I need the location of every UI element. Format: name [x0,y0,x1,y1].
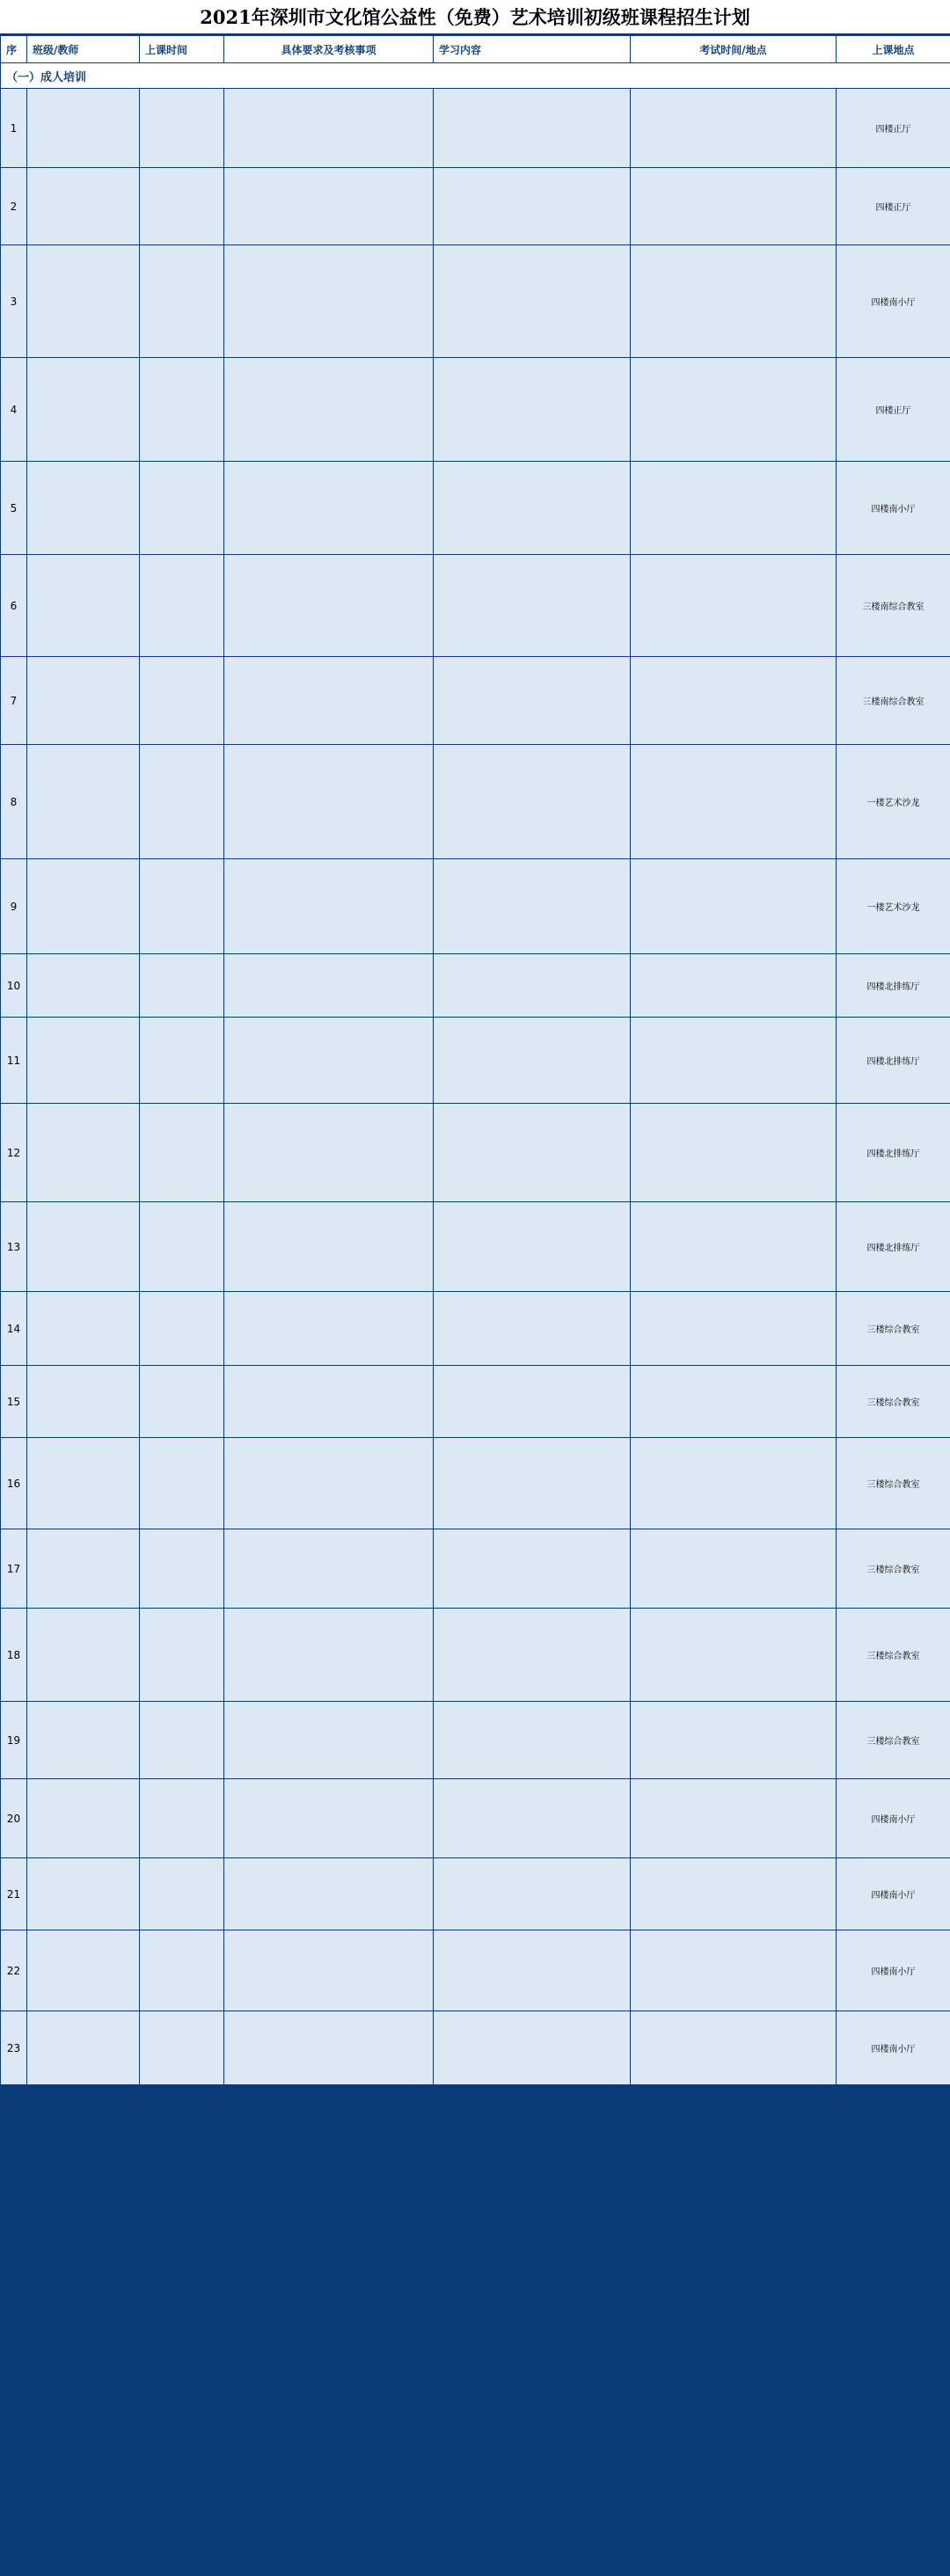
requirements-cell [224,1702,434,1779]
header-row [1,36,950,63]
class-teacher-cell [27,745,140,859]
content-cell [434,1366,631,1438]
row-number: 13 [1,1202,27,1292]
content-cell [434,1104,631,1202]
col-header-class-time: 上课时间 [140,36,224,63]
class-teacher-cell [27,89,140,168]
venue-cell: 三楼综合教室 [837,1529,950,1609]
venue-cell: 三楼南综合教室 [837,555,950,657]
table-row [1,859,950,954]
requirements-cell [224,1366,434,1438]
content-cell [434,954,631,1018]
content-cell [434,1529,631,1609]
table-row [1,1202,950,1292]
exam-cell [631,1292,837,1366]
requirements-cell [224,1779,434,1858]
requirements-cell [224,859,434,954]
class-teacher-cell [27,1438,140,1529]
requirements-cell [224,954,434,1018]
venue-cell: 四楼正厅 [837,168,950,245]
content-cell [434,1930,631,2011]
content-cell [434,1779,631,1858]
table-row [1,462,950,555]
content-cell [434,1858,631,1930]
section-title: （一）成人培训 [1,63,950,89]
row-number: 19 [1,1702,27,1779]
requirements-cell [224,1858,434,1930]
row-number: 11 [1,1018,27,1104]
content-cell [434,859,631,954]
class-time-cell [140,859,224,954]
table-row [1,745,950,859]
content-cell [434,1609,631,1702]
class-teacher-cell [27,1529,140,1609]
class-time-cell [140,555,224,657]
row-number: 4 [1,358,27,462]
venue-cell: 四楼正厅 [837,358,950,462]
row-number: 18 [1,1609,27,1702]
class-teacher-cell [27,462,140,555]
venue-cell: 四楼南小厅 [837,1858,950,1930]
col-header-content: 学习内容 [434,36,631,63]
table-row [1,1104,950,1202]
exam-cell [631,954,837,1018]
venue-cell: 四楼南小厅 [837,462,950,555]
col-header-venue: 上课地点 [837,36,950,63]
exam-cell [631,1858,837,1930]
row-number: 1 [1,89,27,168]
col-header-seq: 序 [1,36,27,63]
row-number: 7 [1,657,27,745]
requirements-cell [224,1018,434,1104]
table-row [1,1702,950,1779]
table-row [1,555,950,657]
exam-cell [631,1438,837,1529]
exam-cell [631,859,837,954]
row-number: 20 [1,1779,27,1858]
class-time-cell [140,462,224,555]
exam-cell [631,1930,837,2011]
content-cell [434,462,631,555]
class-time-cell [140,1202,224,1292]
class-teacher-cell [27,1930,140,2011]
table-row [1,1529,950,1609]
class-teacher-cell [27,245,140,358]
class-teacher-cell [27,1366,140,1438]
row-number: 3 [1,245,27,358]
class-time-cell [140,1104,224,1202]
venue-cell: 四楼正厅 [837,89,950,168]
class-teacher-cell [27,555,140,657]
exam-cell [631,245,837,358]
exam-cell [631,1366,837,1438]
class-teacher-cell [27,168,140,245]
row-number: 5 [1,462,27,555]
row-number: 12 [1,1104,27,1202]
requirements-cell [224,1438,434,1529]
requirements-cell [224,657,434,745]
requirements-cell [224,245,434,358]
content-cell [434,1202,631,1292]
content-cell [434,1018,631,1104]
class-time-cell [140,1366,224,1438]
exam-cell [631,555,837,657]
exam-cell [631,745,837,859]
class-time-cell [140,168,224,245]
class-time-cell [140,1529,224,1609]
row-number: 10 [1,954,27,1018]
exam-cell [631,2011,837,2085]
row-number: 14 [1,1292,27,1366]
venue-cell: 四楼北排练厅 [837,1104,950,1202]
class-time-cell [140,1292,224,1366]
class-teacher-cell [27,1292,140,1366]
table-row [1,657,950,745]
venue-cell: 三楼综合教室 [837,1702,950,1779]
venue-cell: 三楼综合教室 [837,1292,950,1366]
row-number: 17 [1,1529,27,1609]
content-cell [434,555,631,657]
table-row [1,1438,950,1529]
row-number: 23 [1,2011,27,2085]
class-time-cell [140,1858,224,1930]
content-cell [434,1438,631,1529]
class-time-cell [140,1930,224,2011]
class-teacher-cell [27,657,140,745]
table-row [1,1366,950,1438]
venue-cell: 三楼综合教室 [837,1438,950,1529]
class-teacher-cell [27,1018,140,1104]
requirements-cell [224,168,434,245]
class-teacher-cell [27,859,140,954]
venue-cell: 四楼南小厅 [837,1779,950,1858]
exam-cell [631,1779,837,1858]
row-number: 6 [1,555,27,657]
class-time-cell [140,1779,224,1858]
row-number: 22 [1,1930,27,2011]
exam-cell [631,657,837,745]
exam-cell [631,89,837,168]
requirements-cell [224,745,434,859]
table-row [1,2011,950,2085]
exam-cell [631,1702,837,1779]
content-cell [434,745,631,859]
class-time-cell [140,1438,224,1529]
requirements-cell [224,2011,434,2085]
requirements-cell [224,1202,434,1292]
content-cell [434,168,631,245]
row-number: 15 [1,1366,27,1438]
content-cell [434,657,631,745]
venue-cell: 四楼南小厅 [837,1930,950,2011]
venue-cell: 四楼南小厅 [837,2011,950,2085]
exam-cell [631,358,837,462]
content-cell [434,1292,631,1366]
table-row [1,1292,950,1366]
requirements-cell [224,1292,434,1366]
class-teacher-cell [27,954,140,1018]
class-time-cell [140,745,224,859]
table-row [1,1018,950,1104]
table-row [1,168,950,245]
requirements-cell [224,1930,434,2011]
class-teacher-cell [27,1202,140,1292]
content-cell [434,2011,631,2085]
class-time-cell [140,89,224,168]
venue-cell: 三楼综合教室 [837,1609,950,1702]
table-row [1,89,950,168]
venue-cell: 四楼北排练厅 [837,1018,950,1104]
row-number: 16 [1,1438,27,1529]
class-time-cell [140,657,224,745]
class-time-cell [140,2011,224,2085]
requirements-cell [224,1529,434,1609]
requirements-cell [224,1609,434,1702]
row-number: 2 [1,168,27,245]
table-row [1,1779,950,1858]
venue-cell: 一楼艺术沙龙 [837,745,950,859]
class-time-cell [140,954,224,1018]
col-header-class-teacher: 班级/教师 [27,36,140,63]
content-cell [434,89,631,168]
exam-cell [631,1018,837,1104]
venue-cell: 三楼南综合教室 [837,657,950,745]
row-number: 8 [1,745,27,859]
table-row [1,1609,950,1702]
page-title: 2021年深圳市文化馆公益性（免费）艺术培训初级班课程招生计划 [200,6,750,28]
exam-cell [631,1104,837,1202]
class-time-cell [140,1609,224,1702]
class-time-cell [140,1018,224,1104]
class-teacher-cell [27,1702,140,1779]
class-teacher-cell [27,1104,140,1202]
exam-cell [631,168,837,245]
class-teacher-cell [27,358,140,462]
venue-cell: 四楼北排练厅 [837,954,950,1018]
class-teacher-cell [27,1858,140,1930]
class-teacher-cell [27,1609,140,1702]
content-cell [434,245,631,358]
class-time-cell [140,358,224,462]
exam-cell [631,1609,837,1702]
col-header-requirements: 具体要求及考核事项 [224,36,434,63]
requirements-cell [224,1104,434,1202]
class-time-cell [140,245,224,358]
exam-cell [631,462,837,555]
row-number: 21 [1,1858,27,1930]
table-row [1,358,950,462]
requirements-cell [224,555,434,657]
table-row [1,1930,950,2011]
venue-cell: 四楼北排练厅 [837,1202,950,1292]
content-cell [434,1702,631,1779]
class-time-cell [140,1702,224,1779]
class-teacher-cell [27,1779,140,1858]
row-number: 9 [1,859,27,954]
requirements-cell [224,462,434,555]
title-bar [0,0,950,35]
class-teacher-cell [27,2011,140,2085]
course-table [0,35,950,2085]
exam-cell [631,1529,837,1609]
venue-cell: 四楼南小厅 [837,245,950,358]
content-cell [434,358,631,462]
section-row-adult [1,63,950,89]
col-header-exam: 考试时间/地点 [631,36,837,63]
table-row [1,1858,950,1930]
requirements-cell [224,89,434,168]
venue-cell: 一楼艺术沙龙 [837,859,950,954]
table-row [1,245,950,358]
requirements-cell [224,358,434,462]
venue-cell: 三楼综合教室 [837,1366,950,1438]
exam-cell [631,1202,837,1292]
table-row [1,954,950,1018]
